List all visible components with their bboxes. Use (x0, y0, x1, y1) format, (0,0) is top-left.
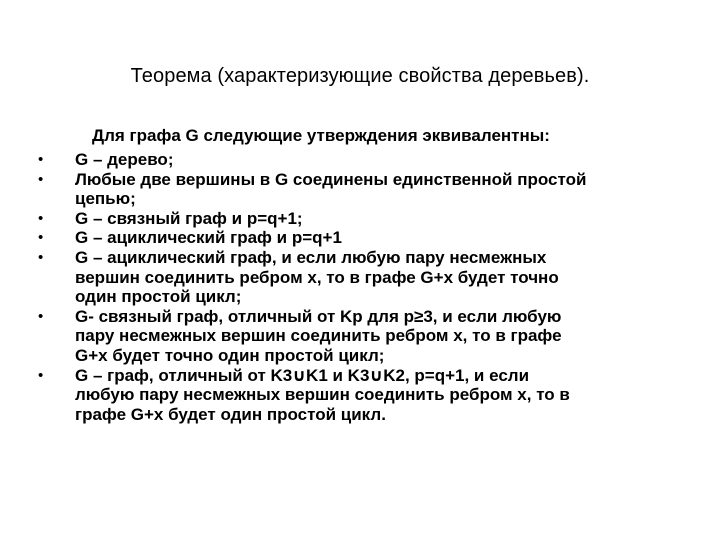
statement-item (38, 307, 698, 366)
statement-line: G – ациклический граф, и если любую пару несмежных (75, 247, 547, 267)
statement-line: G – граф, отличный от K3∪K1 и K3∪K2, p=q+1, и если (75, 365, 530, 385)
statement-item (38, 228, 698, 248)
bullet-icon: • (38, 366, 44, 384)
bullet-icon: • (38, 151, 44, 168)
theorem-statement-list (38, 150, 698, 424)
statement-item (38, 248, 698, 307)
bullet-icon: • (38, 307, 44, 325)
statement-line: G – связный граф и p=q+1; (75, 208, 303, 228)
bullet-icon: • (38, 229, 44, 247)
statement-line: Любые две вершины в G соединены единственной простой (75, 169, 587, 189)
statement-line: G – ациклический граф и p=q+1 (75, 228, 342, 248)
intro-text: Для графа G следующие утверждения эквивалентны: (92, 126, 550, 145)
slide-title: Теорема (характеризующие свойства деревьев). (130, 65, 590, 87)
statement-item (38, 366, 698, 425)
statement-line: любую пару несмежных вершин соединить ребром x, то в (75, 385, 570, 405)
bullet-icon: • (38, 170, 44, 188)
statement-item (38, 170, 698, 209)
statement-line: G – дерево; (75, 150, 174, 169)
bullet-icon: • (38, 248, 44, 266)
statement-item (38, 150, 698, 170)
statement-line: пару несмежных вершин соединить ребром x, то в графе (75, 326, 562, 346)
statement-line: вершин соединить ребром x, то в графе G+x будет точно (75, 267, 559, 287)
statement-line: G- связный граф, отличный от Kp для p≥3, и если любую (75, 306, 562, 326)
statement-line: цепью; (75, 189, 136, 209)
statement-item (38, 209, 698, 229)
statement-line: один простой цикл; (75, 287, 242, 307)
bullet-icon: • (38, 209, 44, 227)
statement-line: графе G+x будет один простой цикл. (75, 404, 386, 424)
statement-line: G+x будет точно один простой цикл; (75, 345, 385, 365)
